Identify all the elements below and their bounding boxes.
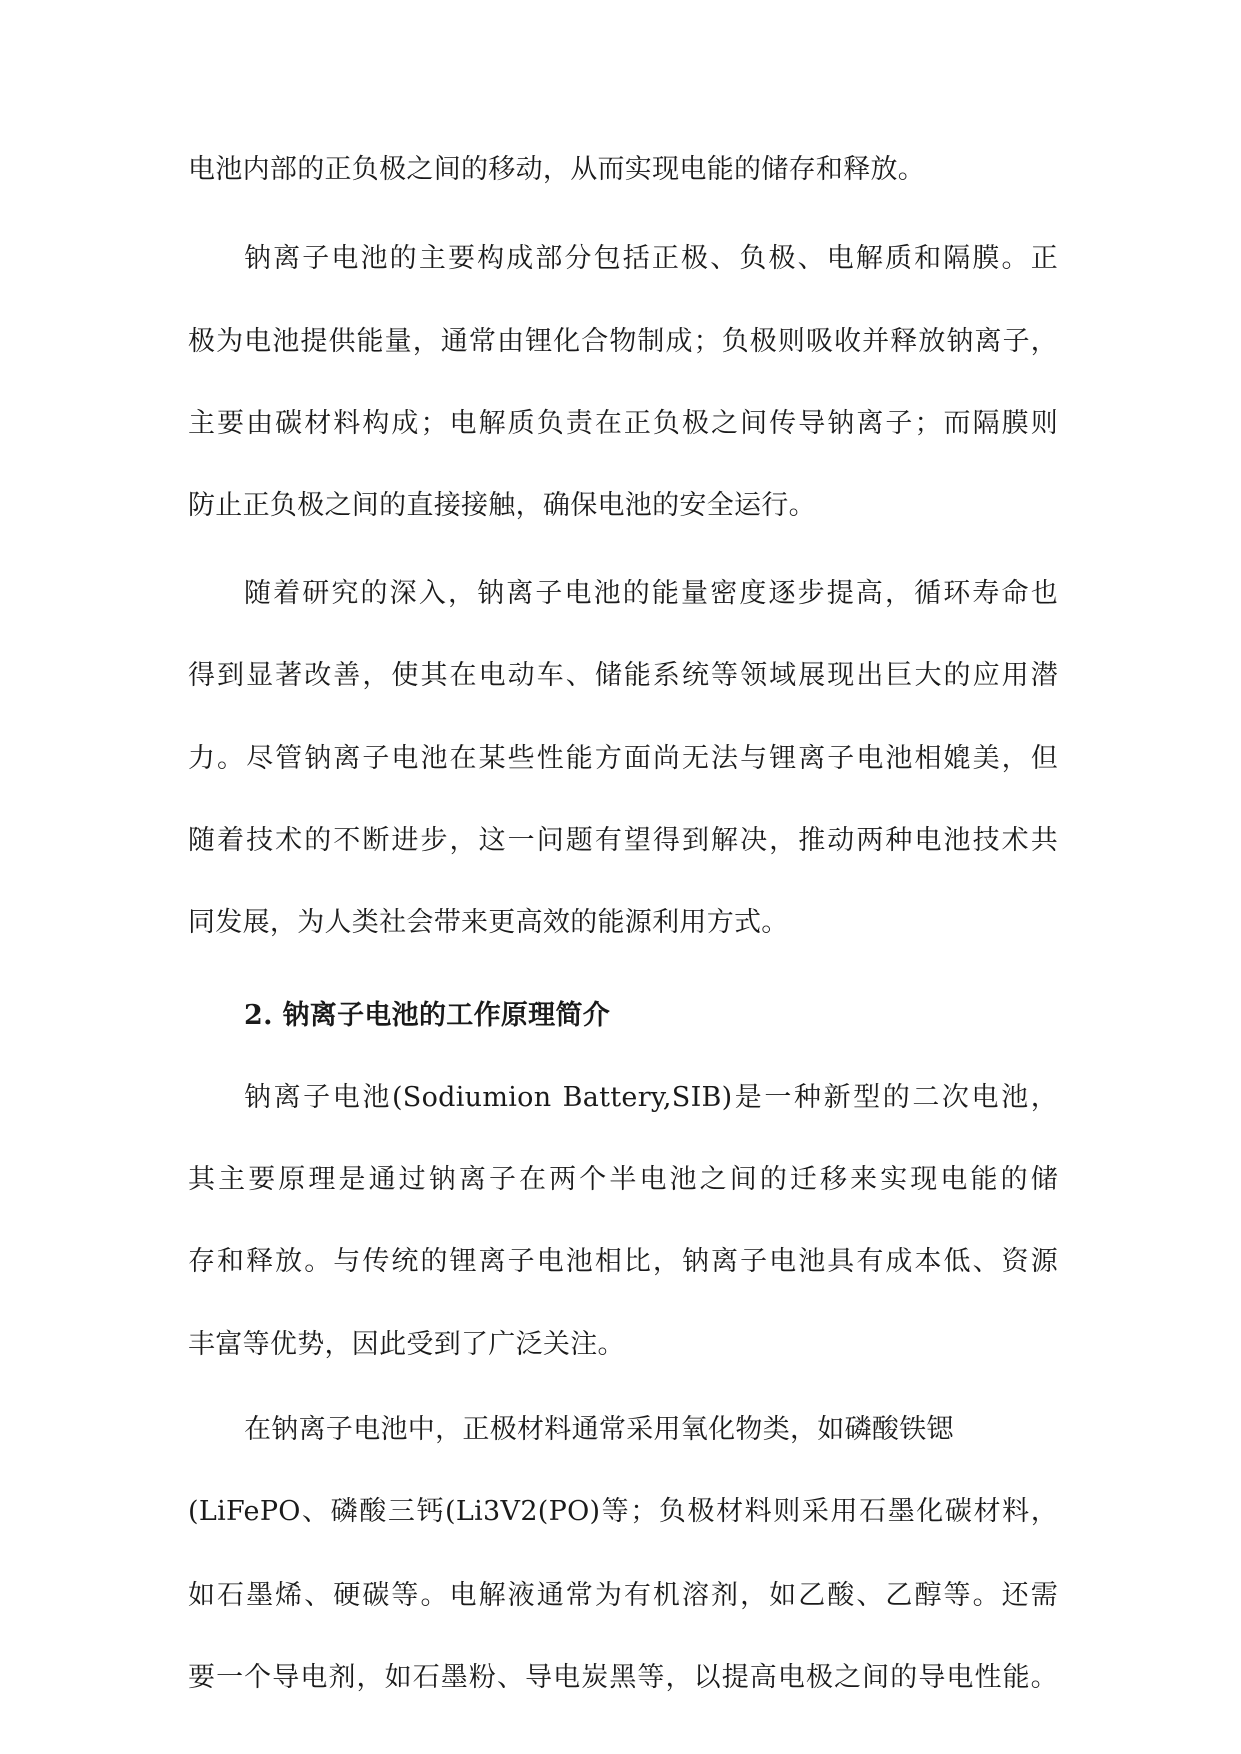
paragraph-line: 极为电池提供能量，通常由锂化合物制成；负极则吸收并释放钠离子， [188,326,1058,357]
paragraph-line: 如石墨烯、硬碳等。电解液通常为有机溶剂，如乙酸、乙醇等。还需 [188,1580,1058,1611]
paragraph-line: 丰富等优势，因此受到了广泛关注。 [188,1329,625,1360]
paragraph-line: 在钠离子电池中，正极材料通常采用氧化物类，如磷酸铁锶 [244,1414,954,1445]
paragraph-line: 存和释放。与传统的锂离子电池相比，钠离子电池具有成本低、资源 [188,1246,1058,1277]
section-heading: 2. 钠离子电池的工作原理简介 [244,1000,611,1031]
paragraph-line: 随着研究的深入，钠离子电池的能量密度逐步提高，循环寿命也 [244,578,1058,609]
paragraph-line: (LiFePO、磷酸三钙(Li3V2(PO)等；负极材料则采用石墨化碳材料， [188,1496,1058,1527]
paragraph-line: 电池内部的正负极之间的移动，从而实现电能的储存和释放。 [188,154,926,185]
paragraph-line: 主要由碳材料构成；电解质负责在正负极之间传导钠离子；而隔膜则 [188,408,1058,439]
paragraph-line: 同发展，为人类社会带来更高效的能源利用方式。 [188,907,789,938]
paragraph-line: 要一个导电剂，如石墨粉、导电炭黑等，以提高电极之间的导电性能。 [188,1662,1058,1693]
paragraph-line: 其主要原理是通过钠离子在两个半电池之间的迁移来实现电能的储 [188,1164,1058,1195]
paragraph-line: 钠离子电池的主要构成部分包括正极、负极、电解质和隔膜。正 [244,243,1058,274]
paragraph-line: 防止正负极之间的直接接触，确保电池的安全运行。 [188,490,816,521]
paragraph-line: 钠离子电池(Sodiumion Battery,SIB)是一种新型的二次电池， [244,1082,1058,1113]
paragraph-line: 得到显著改善，使其在电动车、储能系统等领域展现出巨大的应用潜 [188,660,1058,691]
paragraph-line: 随着技术的不断进步，这一问题有望得到解决，推动两种电池技术共 [188,825,1058,856]
paragraph-line: 力。尽管钠离子电池在某些性能方面尚无法与锂离子电池相媲美，但 [188,743,1058,774]
